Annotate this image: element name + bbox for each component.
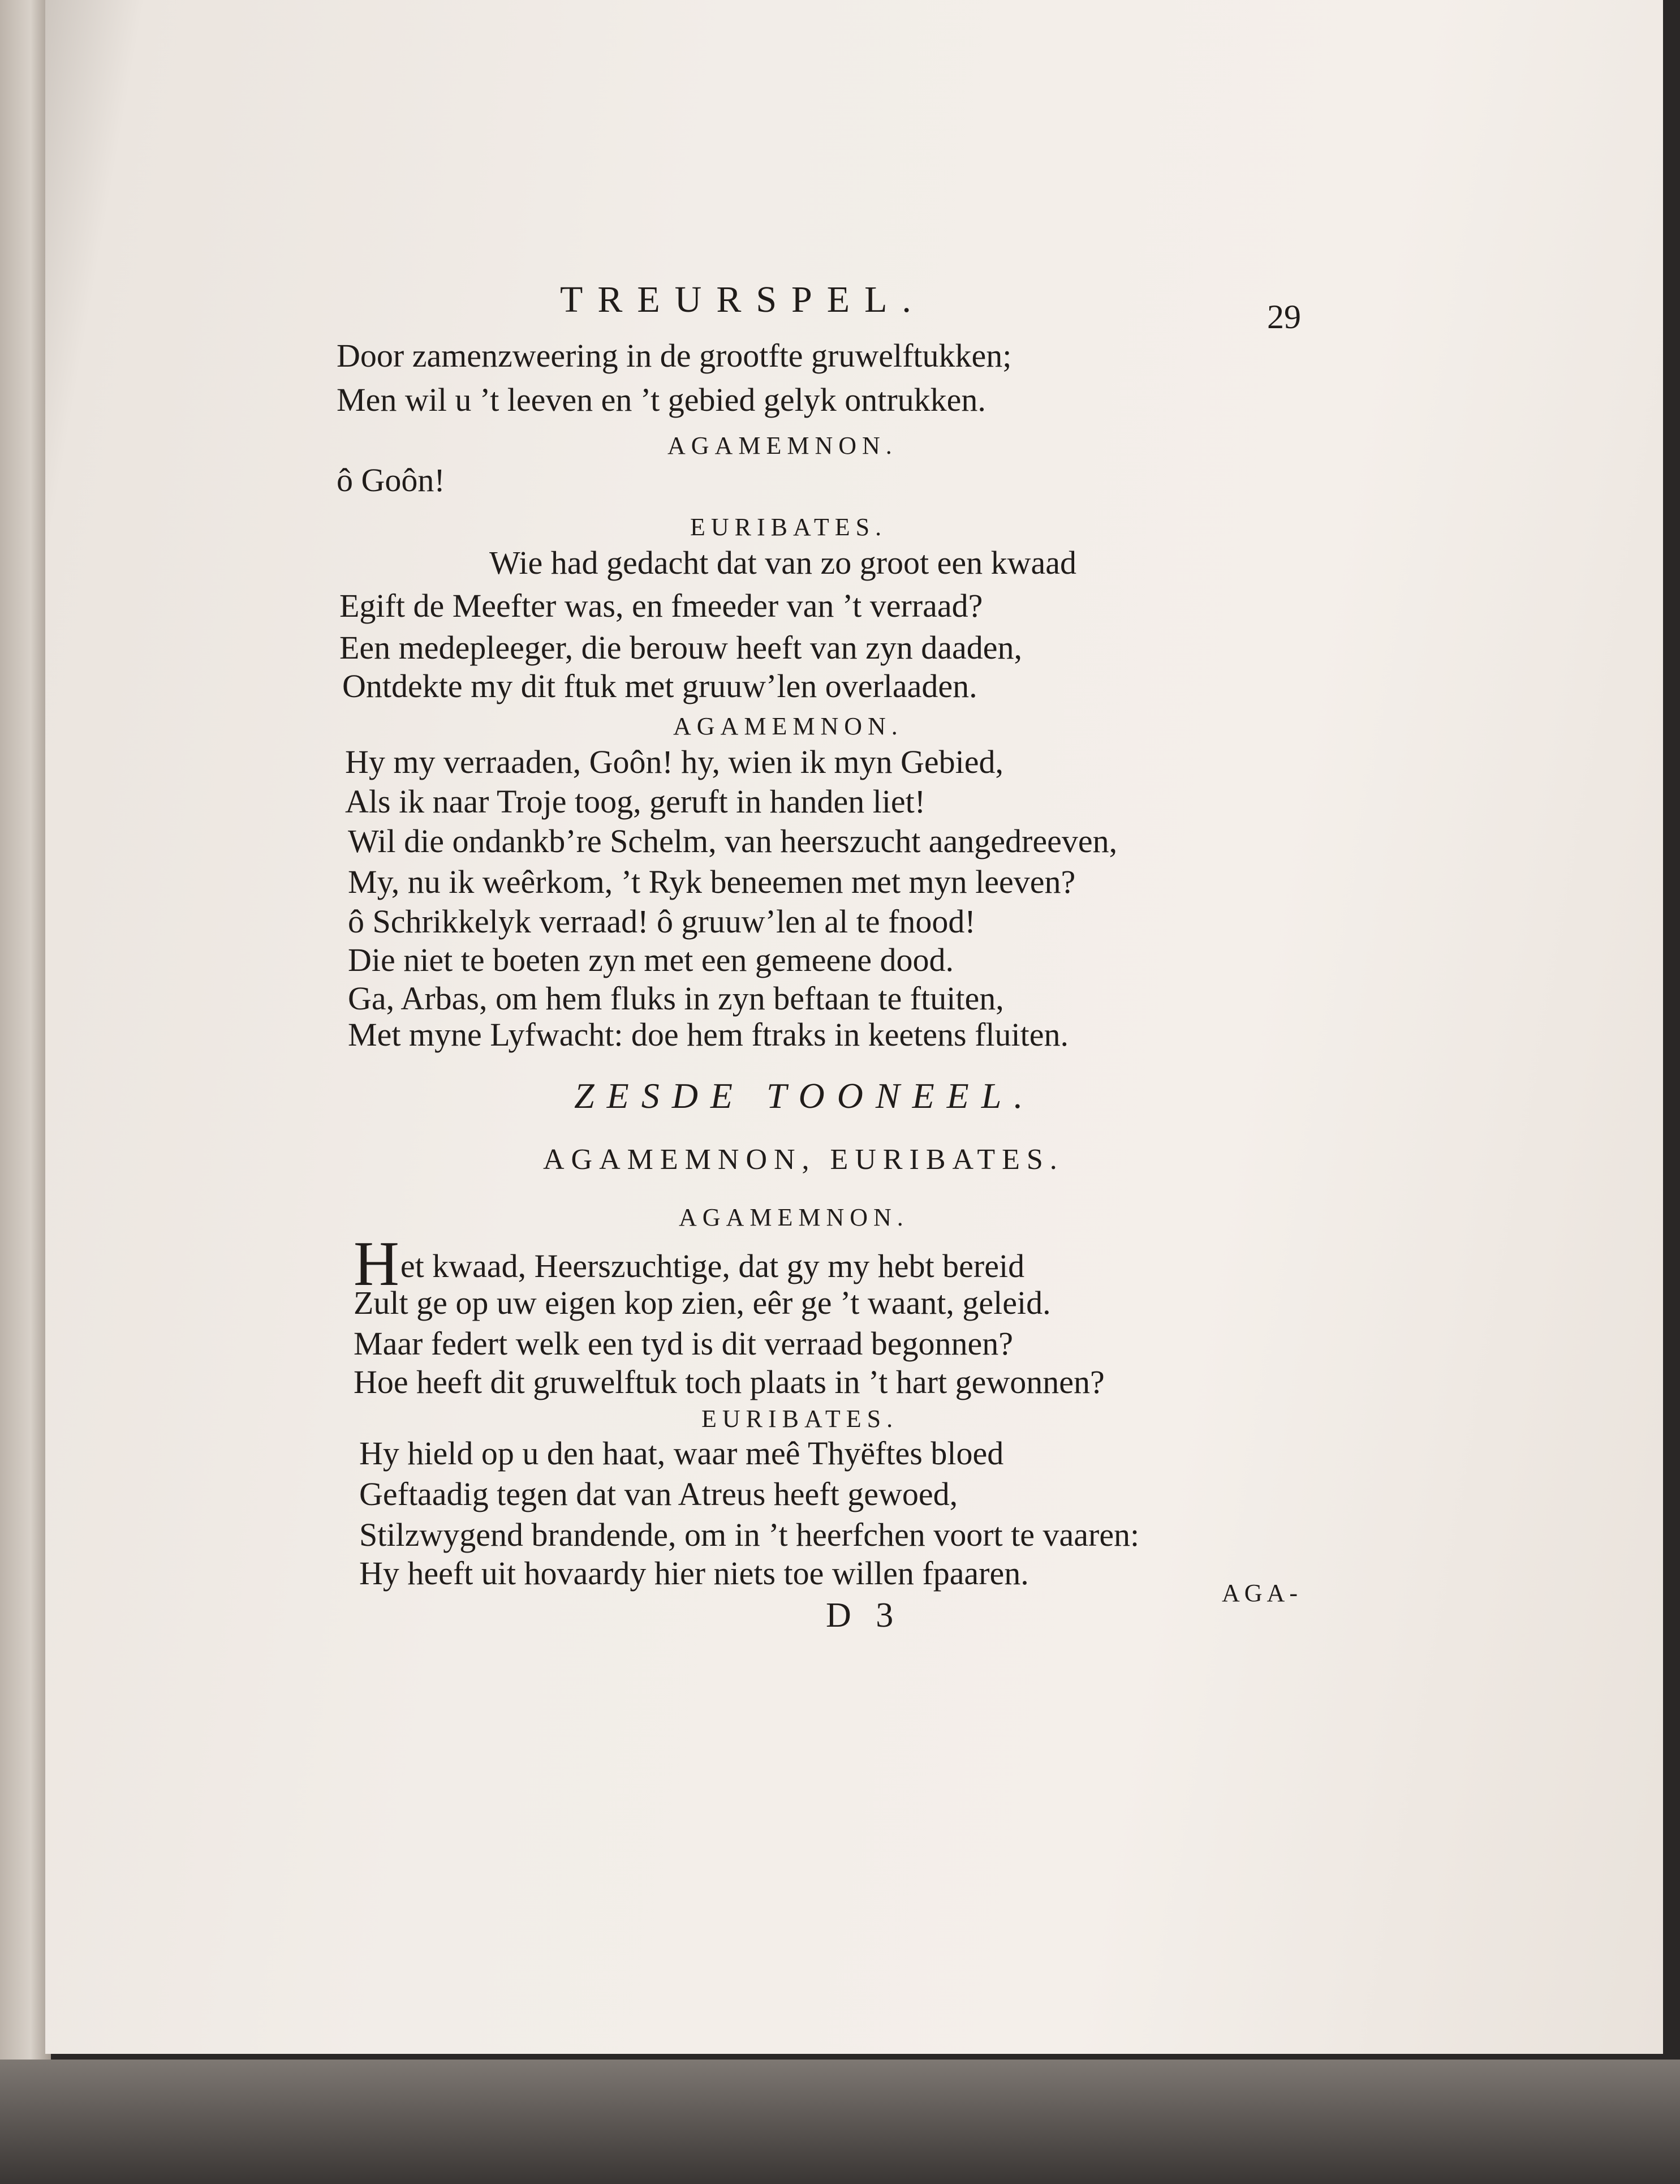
verse-line: Met myne Lyfwacht: doe hem ftraks in keetens fluiten. [348,1016,1069,1053]
running-head: TREURSPEL. [560,279,926,320]
verse-line: Men wil u ’t leeven en ’t gebied gelyk ontrukken. [337,381,986,418]
speaker-name: AGAMEMNON. [673,712,903,740]
catchword: AGA- [1222,1579,1302,1607]
verse-line: Wie had gedacht dat van zo groot een kwaad [489,544,1076,581]
scene-characters: AGAMEMNON, EURIBATES. [543,1143,1064,1176]
verse-line: Door zamenzweering in de grootfte gruwelftukken; [337,337,1012,374]
verse-line: Ga, Arbas, om hem fluks in zyn beftaan te ftuiten, [348,980,1004,1017]
page-number: 29 [1267,298,1301,336]
verse-text: et kwaad, Heerszuchtige, dat gy my hebt bereid [400,1248,1025,1284]
speaker-name: AGAMEMNON. [679,1203,909,1231]
scene-title: ZESDE TOONEEL. [574,1076,1036,1116]
verse-line: Geftaadig tegen dat van Atreus heeft gewoed, [359,1476,958,1512]
verse-line [354,1229,1025,1299]
verse-line: ô Schrikkelyk verraad! ô gruuw’len al te fnood! [348,903,976,940]
verse-line: Een medepleeger, die berouw heeft van zyn daaden, [339,629,1023,666]
verse-line: Die niet te boeten zyn met een gemeene dood. [348,941,954,978]
verse-line: Hy my verraaden, Goôn! hy, wien ik myn Gebied, [345,743,1003,780]
book-page [45,0,1663,2054]
verse-line: Zult ge op uw eigen kop zien, eêr ge ’t waant, geleid. [354,1284,1051,1321]
verse-line: Hy heeft uit hovaardy hier niets toe willen fpaaren. [359,1555,1029,1592]
speaker-name: AGAMEMNON. [667,432,898,459]
verse-line: Stilzwygend brandende, om in ’t heerfchen voort te vaaren: [359,1516,1140,1553]
verse-line: Ontdekte my dit ftuk met gruuw’len overlaaden. [342,668,977,704]
verse-line: Wil die ondankb’re Schelm, van heerszucht aangedreeven, [348,823,1118,859]
verse-line: My, nu ik weêrkom, ’t Ryk beneemen met myn leeven? [348,863,1076,900]
verse-line: Egift de Meefter was, en fmeeder van ’t verraad? [339,587,983,624]
signature-mark: D 3 [826,1596,902,1635]
verse-line: Hoe heeft dit gruwelftuk toch plaats in ’t hart gewonnen? [354,1364,1105,1400]
verse-line: Hy hield op u den haat, waar meê Thyëftes bloed [359,1435,1004,1472]
verse-line: ô Goôn! [337,462,445,498]
drop-cap: H [354,1229,399,1299]
speaker-name: EURIBATES. [690,513,888,541]
table-surface [0,2060,1680,2184]
speaker-name: EURIBATES. [701,1405,899,1433]
verse-line: Maar federt welk een tyd is dit verraad begonnen? [354,1325,1013,1362]
facing-page-edge [0,0,51,2184]
verse-line: Als ik naar Troje toog, geruft in handen liet! [345,783,926,820]
